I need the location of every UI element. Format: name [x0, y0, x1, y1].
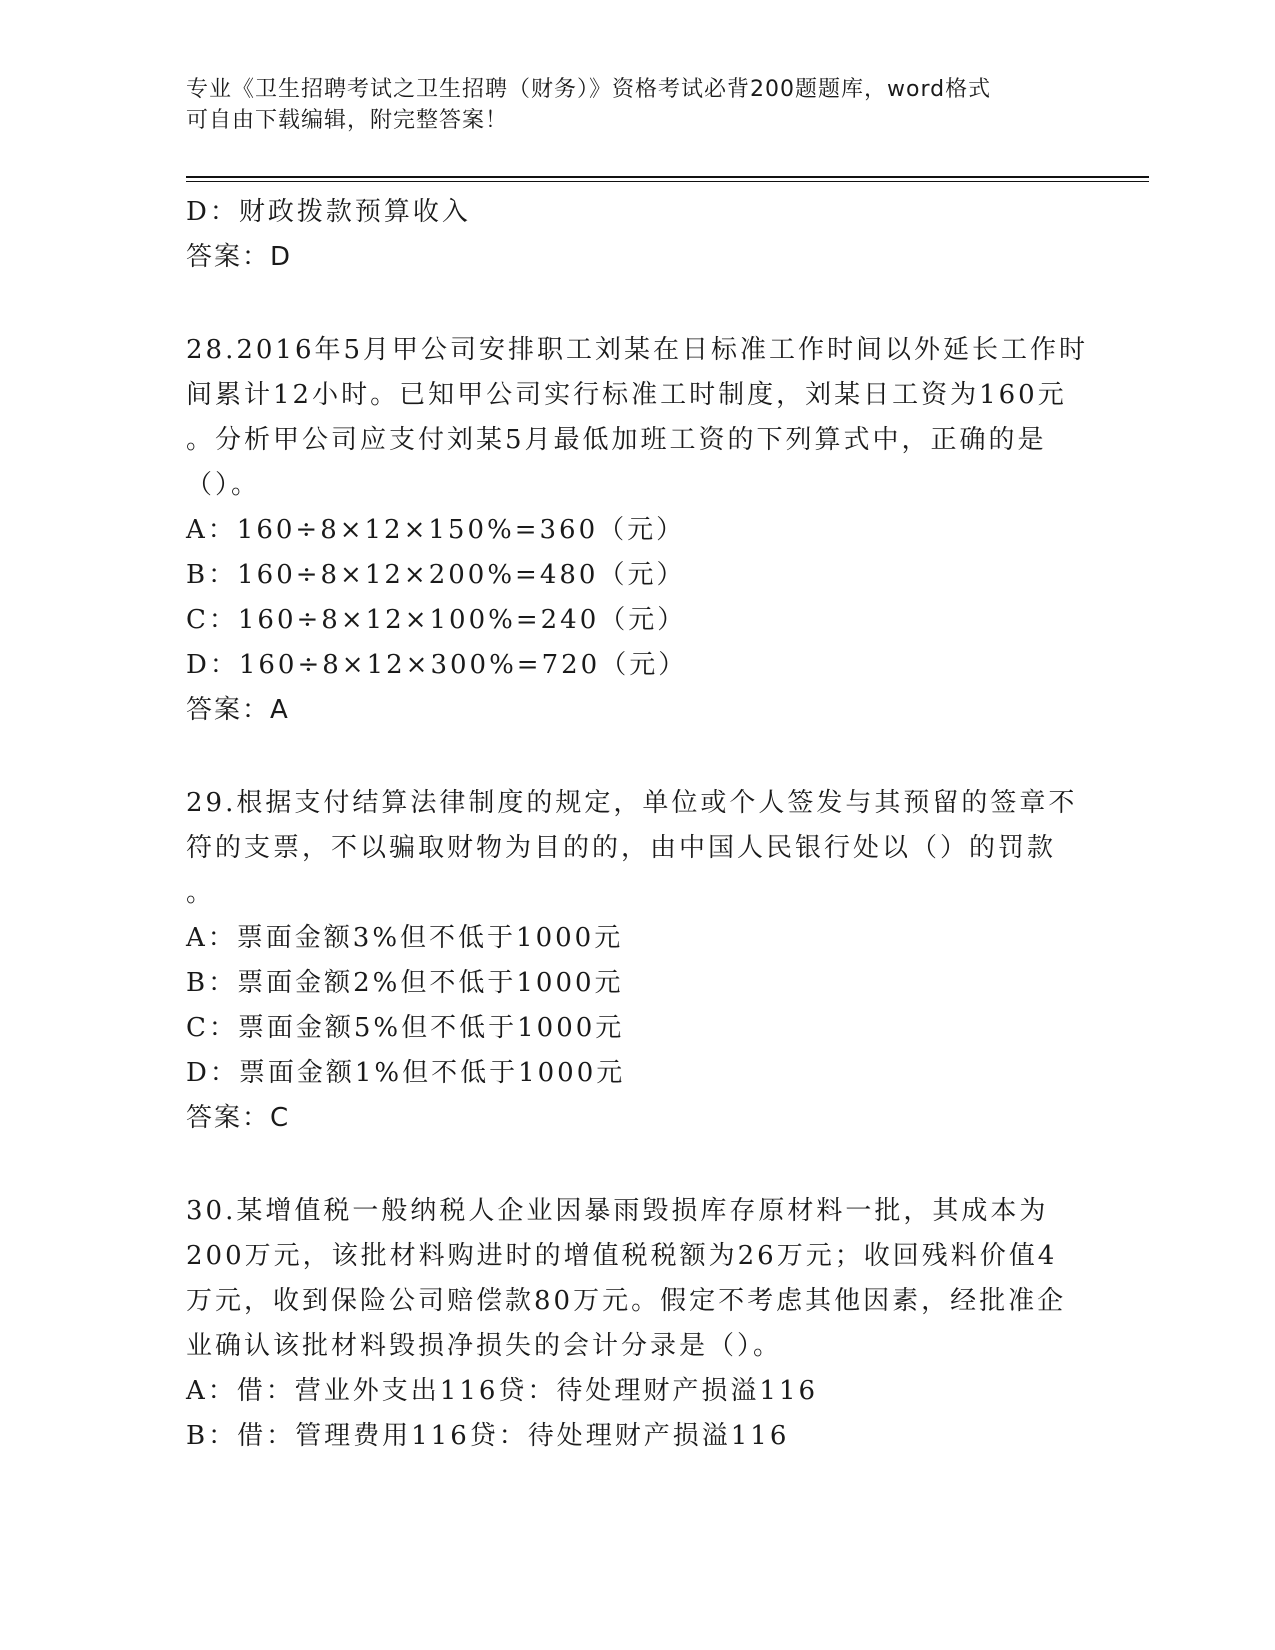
- option-b: B：160÷8×12×200%=480（元）: [186, 560, 686, 590]
- question-text-line: 28.2016年5月甲公司安排职工刘某在日标准工作时间以外延长工作时: [186, 335, 1089, 365]
- question-text-line: 200万元，该批材料购进时的增值税税额为26万元；收回残料价值4: [186, 1241, 1058, 1271]
- document-header: [186, 74, 1066, 136]
- header-title-line-2: 可自由下载编辑，附完整答案！: [186, 108, 509, 133]
- prev-answer: 答案：D: [186, 242, 293, 272]
- spacer: [186, 280, 1086, 328]
- option-b: B：票面金额2%但不低于1000元: [186, 968, 624, 998]
- option-c: C：票面金额5%但不低于1000元: [186, 1013, 625, 1043]
- answer: 答案：C: [186, 1103, 291, 1133]
- question-text-line: 业确认该批材料毁损净损失的会计分录是（）。: [186, 1331, 783, 1361]
- spacer: [186, 733, 1086, 781]
- question-30: [186, 1189, 1086, 1459]
- question-text-line: 符的支票，不以骗取财物为目的的，由中国人民银行处以（）的罚款: [186, 833, 1057, 863]
- prev-option-d: D：财政拨款预算收入: [186, 197, 471, 227]
- option-a: A：票面金额3%但不低于1000元: [186, 923, 624, 953]
- option-c: C：160÷8×12×100%=240（元）: [186, 605, 687, 635]
- spacer: [186, 1141, 1086, 1189]
- question-29: [186, 781, 1086, 1141]
- question-text-line: （）。: [186, 470, 261, 500]
- question-text-line: 29.根据支付结算法律制度的规定，单位或个人签发与其预留的签章不: [186, 788, 1078, 818]
- header-title-line-1: 专业《卫生招聘考试之卫生招聘（财务）》资格考试必背200题题库，word格式: [186, 77, 992, 102]
- header-rule-thin: [186, 181, 1149, 182]
- option-d: D：票面金额1%但不低于1000元: [186, 1058, 626, 1088]
- question-text-line: 万元，收到保险公司赔偿款80万元。假定不考虑其他因素，经批准企: [186, 1286, 1067, 1316]
- question-content: [186, 190, 1089, 1459]
- question-text-line: 间累计12小时。已知甲公司实行标准工时制度，刘某日工资为160元: [186, 380, 1067, 410]
- question-text-line: 。: [186, 878, 216, 908]
- question-28: [186, 328, 1089, 733]
- option-b: B：借：管理费用116贷：待处理财产损溢116: [186, 1421, 790, 1451]
- question-text-line: 。分析甲公司应支付刘某5月最低加班工资的下列算式中，正确的是: [186, 425, 1047, 455]
- option-a: A：160÷8×12×150%=360（元）: [186, 515, 686, 545]
- option-d: D：160÷8×12×300%=720（元）: [186, 650, 688, 680]
- header-rule-thick: [186, 176, 1149, 178]
- question-text-line: 30.某增值税一般纳税人企业因暴雨毁损库存原材料一批，其成本为: [186, 1196, 1049, 1226]
- answer: 答案：A: [186, 695, 290, 725]
- option-a: A：借：营业外支出116贷：待处理财产损溢116: [186, 1376, 819, 1406]
